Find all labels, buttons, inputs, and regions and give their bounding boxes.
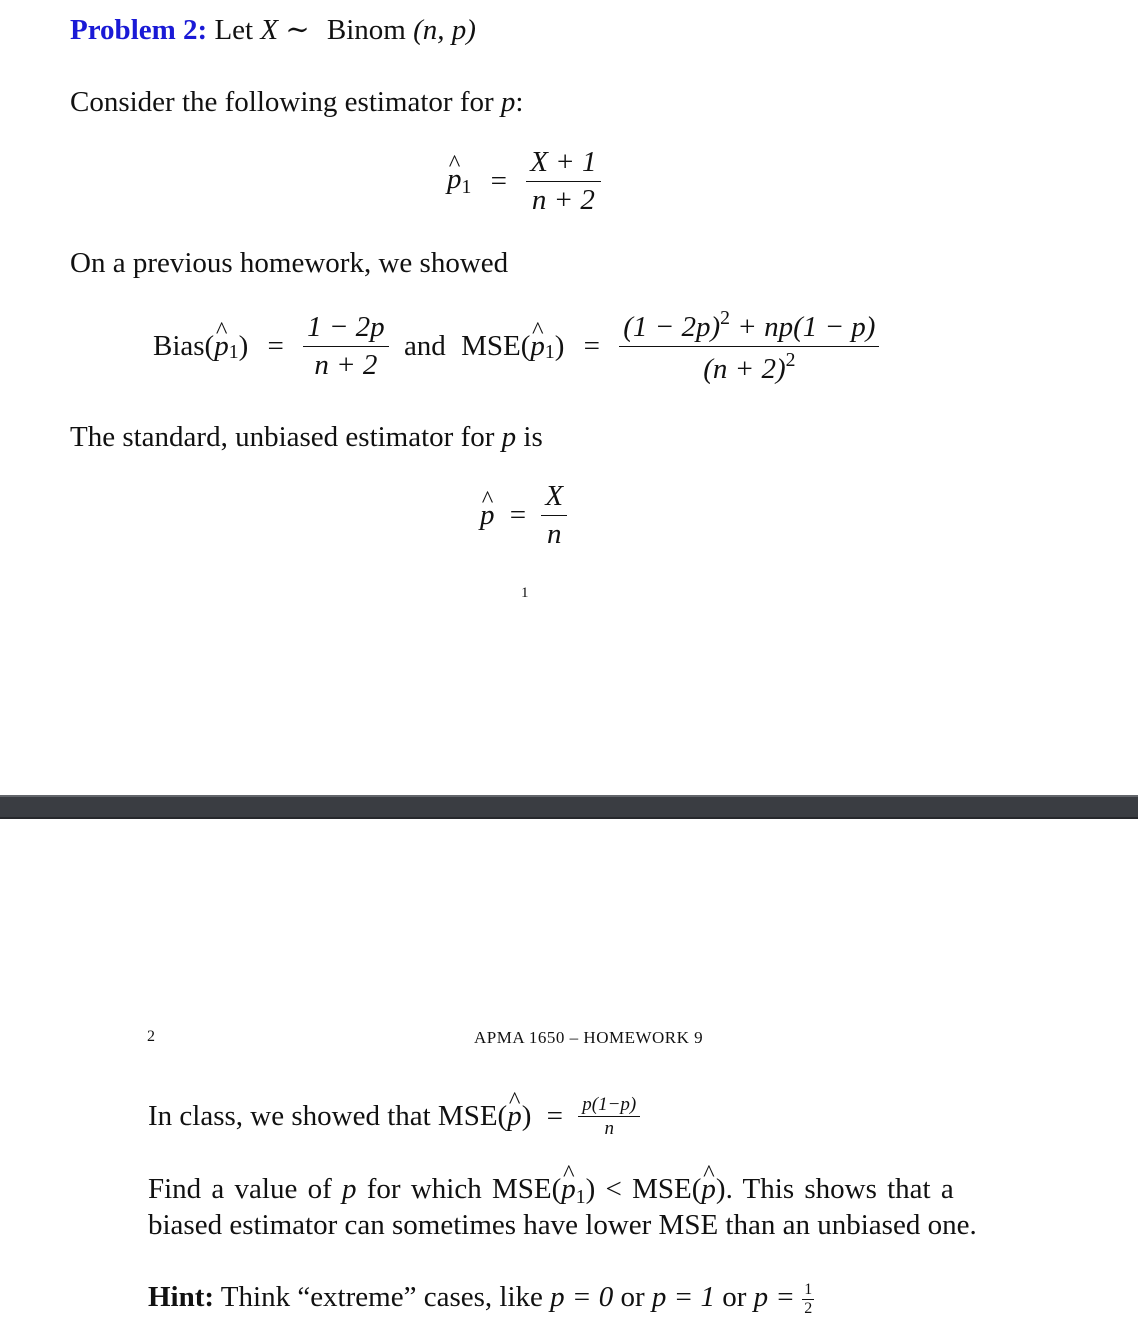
hint-half-fraction — [802, 1282, 814, 1317]
and-text: and — [403, 329, 446, 362]
hint-p: p = — [753, 1281, 795, 1314]
hint-line — [148, 1282, 814, 1317]
estimator-1-equation: ^ $p_1$ = $\frac{X + 1}{n + 2}$ — [447, 148, 601, 215]
bias-denominator: n + 2 — [314, 348, 378, 381]
hint-text: Think “extreme” cases, like — [220, 1281, 543, 1314]
inclass-denominator: n — [604, 1118, 614, 1139]
standard-text-a: The standard, unbiased estimator for — [70, 421, 495, 453]
find-text-d: ). This shows that a — [715, 1173, 954, 1205]
inclass-fraction — [578, 1095, 640, 1138]
hint-eq0: p = 0 — [550, 1281, 614, 1314]
find-text-a: Find a value of — [148, 1173, 332, 1205]
bias-mse-equation: Bias(^ $p_1$) = $\frac{1 - 2p}{n + 2}$ and MSE(^ $p_1$) = $\frac{(1 - 2p)^2 + np(1 - p)}{(n + 2)^2}$ — [153, 309, 879, 384]
standard-line — [70, 423, 543, 452]
standard-var: p — [501, 421, 517, 453]
est1-fraction — [526, 148, 600, 215]
bias-numerator: 1 − 2p — [303, 313, 389, 347]
mse-label: MSE( — [461, 329, 531, 362]
bias-fraction — [303, 310, 389, 381]
bias-label: Bias( — [153, 329, 215, 362]
problem-heading — [70, 16, 476, 45]
est2-denominator: n — [546, 518, 562, 550]
intro-colon: : — [515, 86, 524, 118]
inclass-var: ^ p — [507, 1102, 522, 1131]
page-number-2: 2 — [147, 1028, 155, 1045]
hint-label: Hint: — [148, 1281, 215, 1314]
mse-fraction — [619, 309, 879, 384]
problem-x: X — [260, 14, 279, 46]
problem-label: Problem 2: — [70, 14, 208, 46]
est1-lhs: ^ p — [447, 165, 462, 194]
find-text-c: ) < MSE( — [585, 1173, 702, 1205]
hint-half-num: 1 — [804, 1281, 813, 1298]
problem-args: (n, p) — [413, 14, 476, 46]
inclass-numerator: p(1−p) — [578, 1095, 640, 1117]
standard-text-b: is — [523, 421, 543, 453]
page-separator — [0, 795, 1138, 819]
hint-half-den: 2 — [804, 1300, 813, 1317]
mse-numerator: $(1 - 2p)^2 + np(1 - p)$ — [619, 309, 879, 347]
inclass-line: In class, we showed that MSE(^ p) = $\frac{p(1-p)}{n}$ — [148, 1095, 640, 1138]
hint-eq1: p = 1 — [651, 1281, 715, 1314]
est2-lhs: ^ p — [480, 501, 495, 530]
mse-denominator: $(n + 2)^2$ — [703, 348, 796, 385]
intro-text: Consider the following estimator for — [70, 86, 494, 118]
hint-or-1: or — [620, 1281, 645, 1314]
est1-numerator: X + 1 — [526, 148, 600, 182]
est1-denominator: n + 2 — [531, 184, 595, 216]
est2-fraction — [541, 482, 567, 549]
find-line-2: biased estimator can sometimes have lower MSE than an unbiased one. — [148, 1209, 977, 1241]
inclass-close: ) — [521, 1100, 532, 1132]
page-number-1: 1 — [521, 585, 529, 601]
problem-sim: ∼ — [285, 14, 310, 46]
hint-or-2: or — [722, 1281, 747, 1314]
find-line-1: Find a value of p for which MSE(^ $p_1$) < MSE(^ p). This shows that a — [148, 1175, 954, 1208]
problem-let: Let — [214, 14, 254, 46]
bias-close: ) — [238, 329, 249, 362]
previous-line: On a previous homework, we showed — [70, 247, 509, 279]
est1-sub: 1 — [461, 176, 472, 199]
find-text-b: for which MSE( — [366, 1173, 562, 1205]
find-var: p — [342, 1173, 357, 1205]
intro-var: p — [500, 86, 516, 118]
intro-line — [70, 88, 523, 117]
page-header: APMA 1650 – HOMEWORK 9 — [474, 1028, 704, 1047]
est2-numerator: X — [541, 482, 567, 516]
inclass-text: In class, we showed that MSE( — [148, 1100, 508, 1132]
estimator-2-equation: ^ p = $\frac{X}{n}$ — [480, 482, 567, 549]
problem-binom: Binom — [326, 14, 406, 46]
